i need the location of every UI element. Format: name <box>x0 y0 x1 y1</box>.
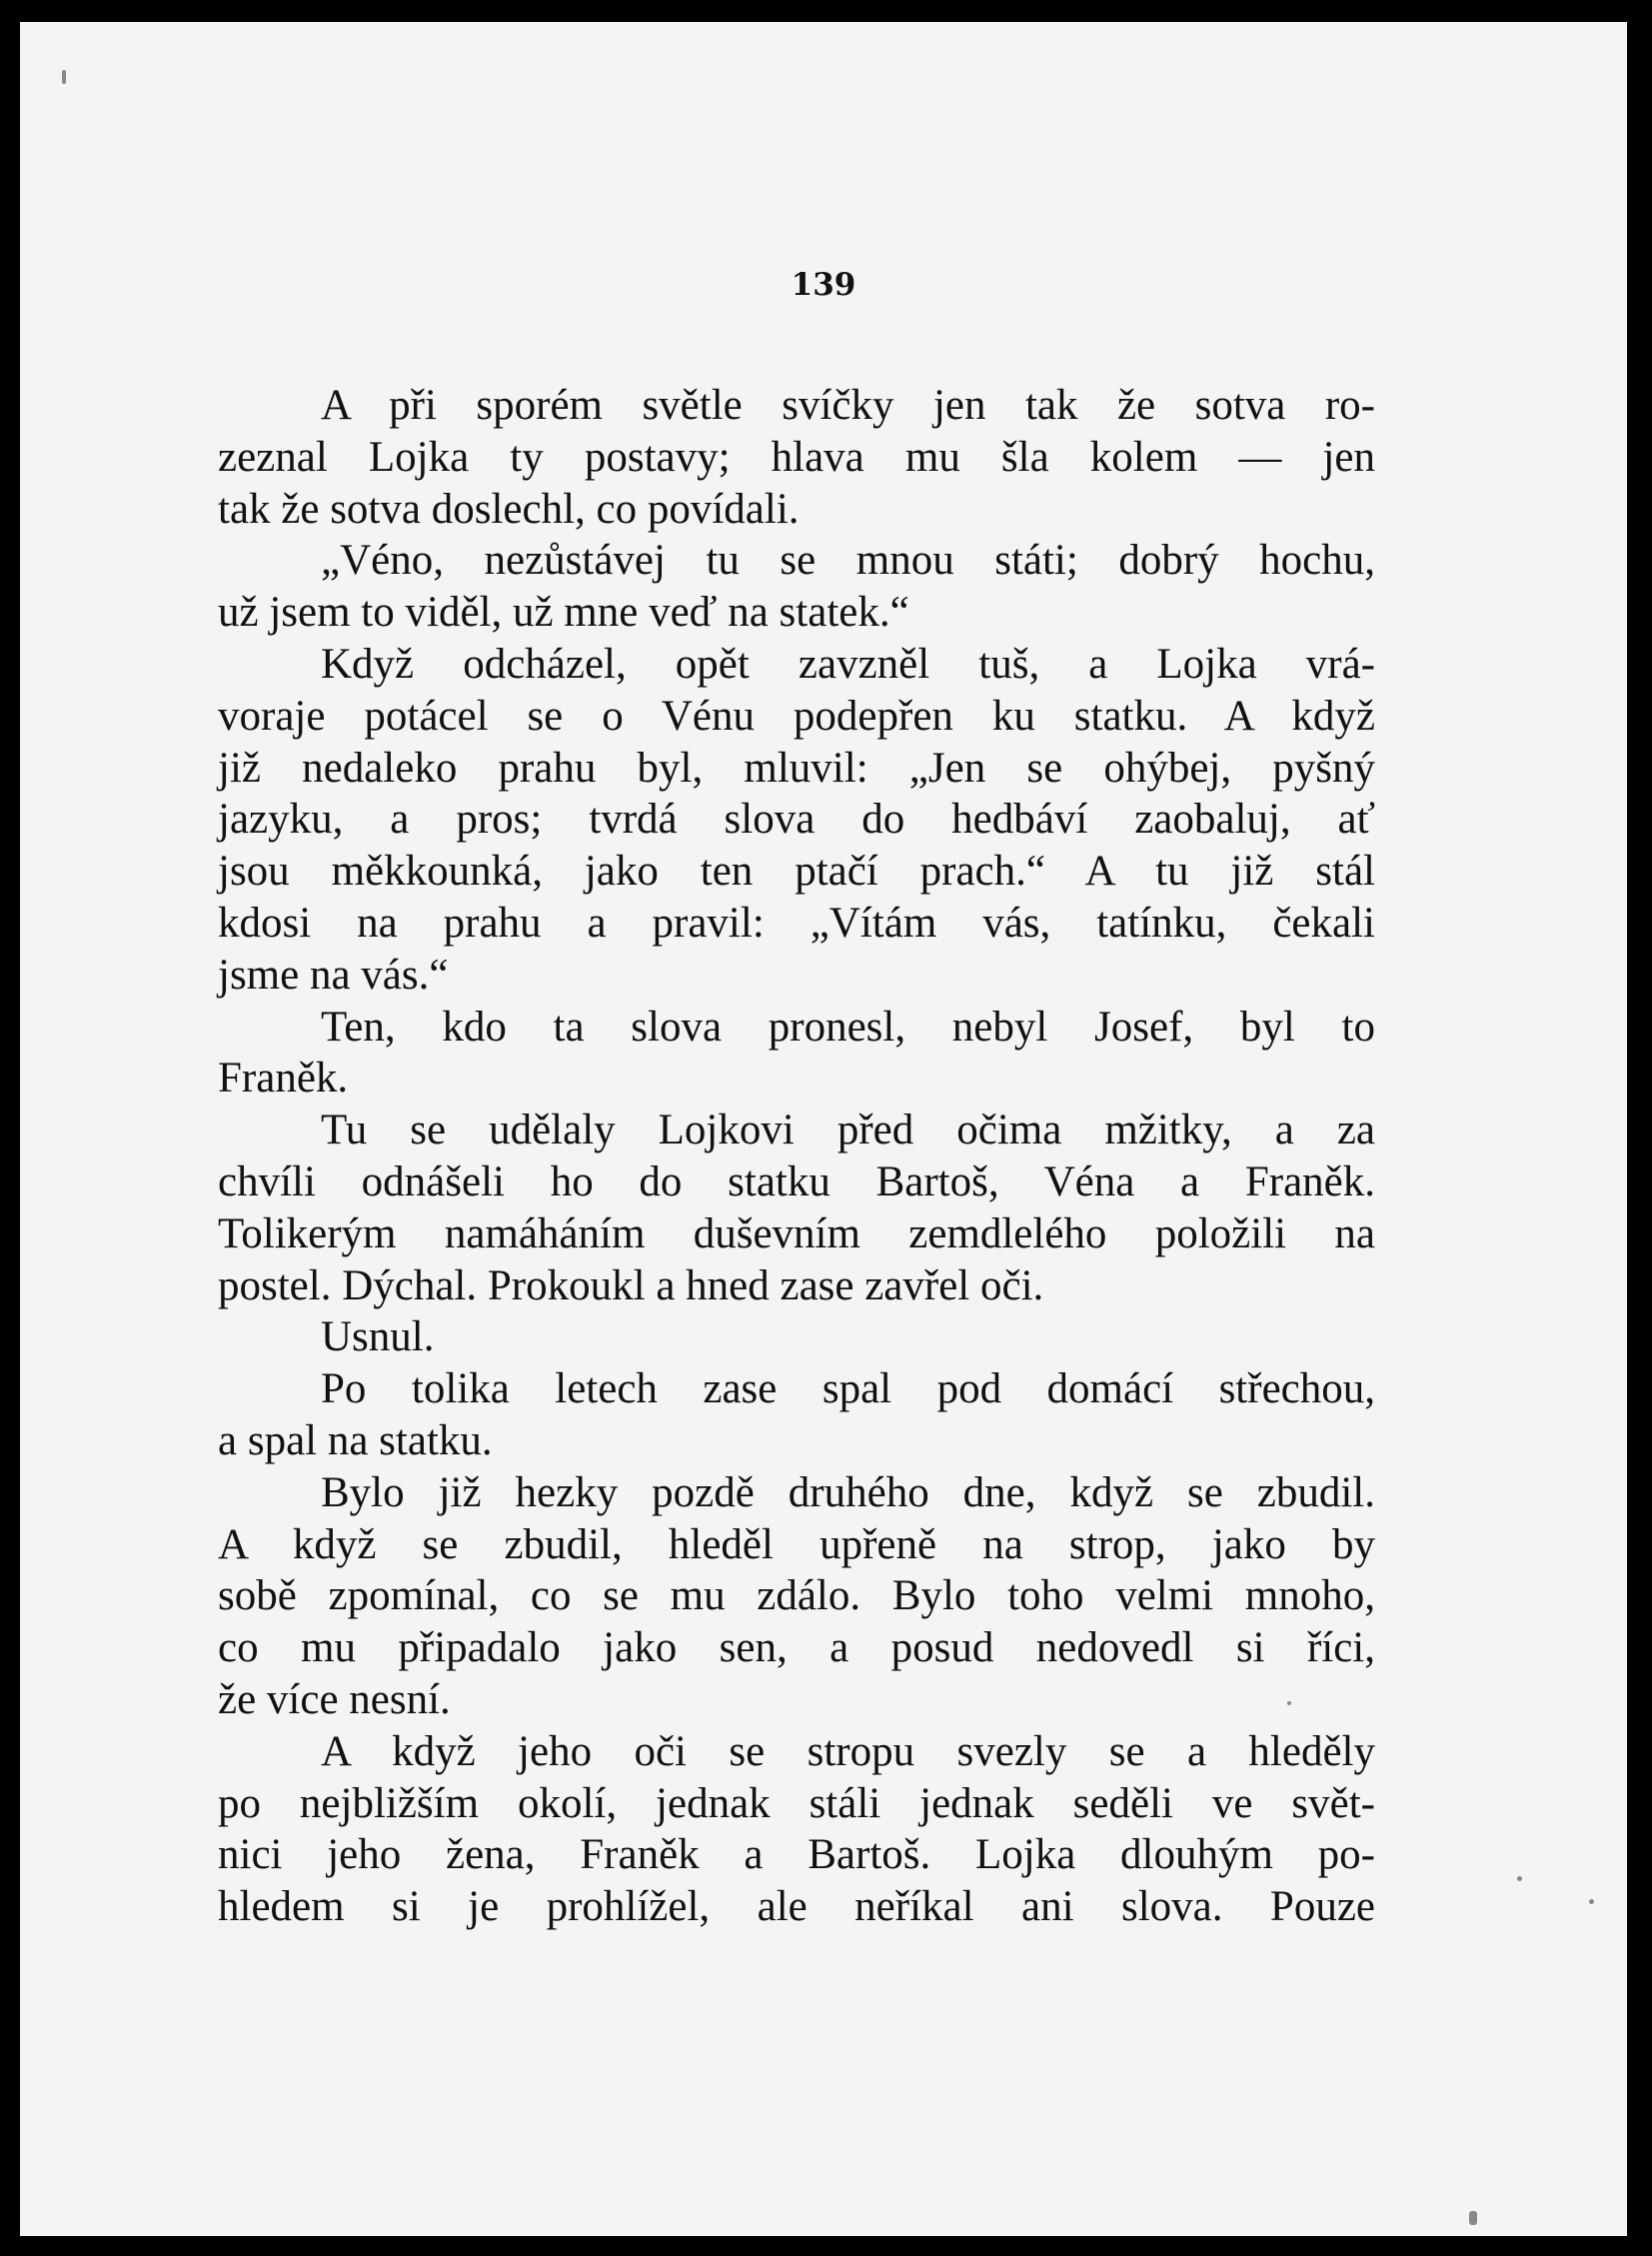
text-line: Tu se udělaly Lojkovi před očima mžitky, a za <box>321 1107 1375 1154</box>
book-page <box>20 22 1627 2236</box>
text-line: chvíli odnášeli ho do statku Bartoš, Véna a Franěk. <box>218 1157 1375 1205</box>
text-line: po nejbližším okolí, jednak stáli jednak seděli ve svět- <box>218 1779 1375 1827</box>
text-line: už jsem to viděl, už mne veď na statek.“ <box>218 589 909 637</box>
text-line: Když odcházel, opět zavzněl tuš, a Lojka vrá- <box>321 640 1375 688</box>
text-line: Usnul. <box>321 1313 435 1361</box>
text-line: tak že sotva doslechl, co povídali. <box>218 485 800 533</box>
text-line: nici jeho žena, Franěk a Bartoš. Lojka dlouhým po- <box>218 1831 1375 1879</box>
page-number: 139 <box>791 267 856 303</box>
text-line: kdosi na prahu a pravil: „Vítám vás, tatínku, čekali <box>218 899 1375 947</box>
text-line: A když jeho oči se stropu svezly se a hleděly <box>321 1727 1375 1775</box>
paper-speck <box>1589 1899 1594 1904</box>
text-line: jazyku, a pros; tvrdá slova do hedbáví zaobaluj, ať <box>218 796 1375 844</box>
text-line: že více nesní. <box>218 1675 451 1723</box>
paper-speck <box>1469 2211 1477 2225</box>
text-line: Franěk. <box>218 1055 349 1103</box>
text-line: A při sporém světle svíčky jen tak že sotva ro- <box>321 382 1375 429</box>
text-line: Bylo již hezky pozdě druhého dne, když se zbudil. <box>321 1468 1375 1516</box>
paper-speck <box>1287 1701 1291 1705</box>
text-line: jsou měkkounká, jako ten ptačí prach.“ A tu již stál <box>218 848 1375 896</box>
text-line: Po tolika letech zase spal pod domácí střechou, <box>321 1365 1375 1413</box>
text-line: již nedaleko prahu byl, mluvil: „Jen se ohýbej, pyšný <box>218 744 1375 792</box>
text-line: Ten, kdo ta slova pronesl, nebyl Josef, byl to <box>321 1003 1375 1051</box>
text-line: sobě zpomínal, co se mu zdálo. Bylo toho velmi mnoho, <box>218 1572 1375 1620</box>
text-line: „Véno, nezůstávej tu se mnou státi; dobrý hochu, <box>321 537 1375 585</box>
body-text <box>218 380 1375 1933</box>
text-line: Tolikerým namáháním duševním zemdlelého položili na <box>218 1209 1375 1257</box>
text-line: a spal na statku. <box>218 1416 493 1464</box>
text-line: A když se zbudil, hleděl upřeně na strop, jako by <box>218 1520 1375 1568</box>
text-line: co mu připadalo jako sen, a posud nedovedl si říci, <box>218 1624 1375 1672</box>
text-line: hledem si je prohlížel, ale neříkal ani slova. Pouze <box>218 1883 1375 1931</box>
text-line: voraje potácel se o Vénu podepřen ku statku. A když <box>218 692 1375 740</box>
text-line: jsme na vás.“ <box>218 951 449 999</box>
text-line: zeznal Lojka ty postavy; hlava mu šla kolem — jen <box>218 433 1375 481</box>
text-line: postel. Dýchal. Prokoukl a hned zase zavřel oči. <box>218 1261 1044 1309</box>
paper-speck <box>1517 1876 1522 1881</box>
paper-speck <box>62 70 66 84</box>
